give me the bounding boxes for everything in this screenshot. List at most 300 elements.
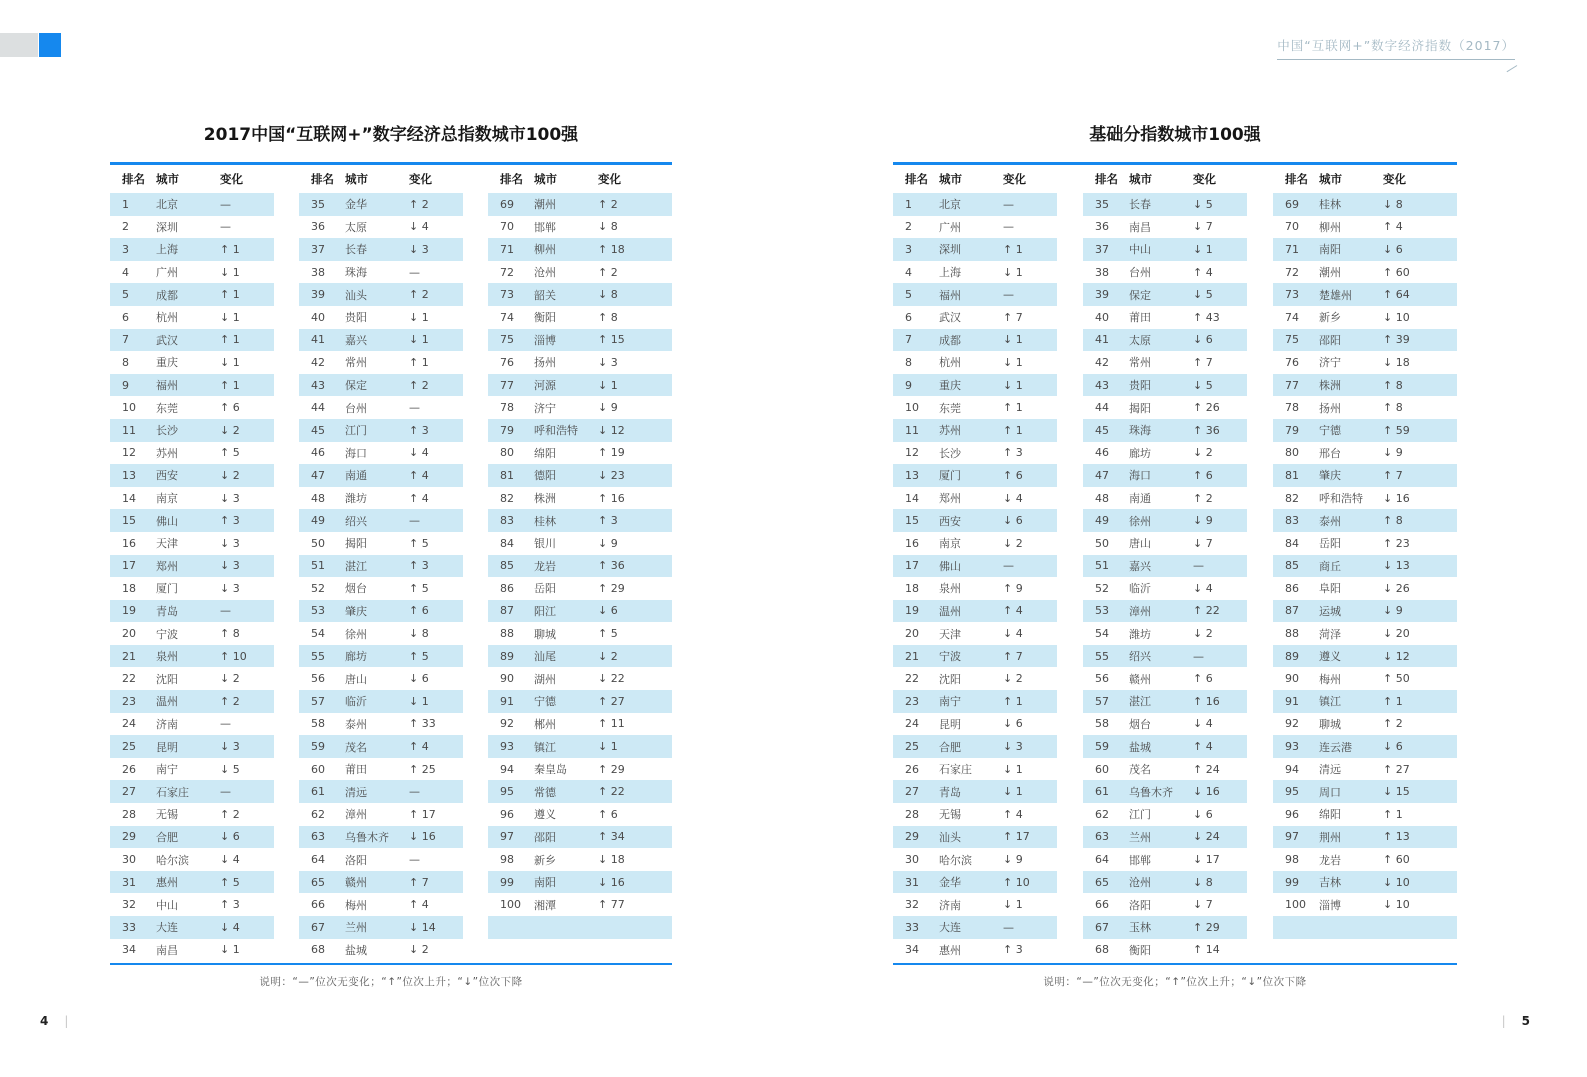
city-cell: 盐城 [345, 943, 367, 957]
table-row [1083, 826, 1247, 849]
base-index-table [893, 124, 1457, 989]
change-cell: — [1193, 649, 1204, 663]
table-row [110, 690, 274, 713]
change-cell: ↑ 3 [1003, 446, 1023, 460]
rank-cell: 57 [311, 694, 325, 708]
table-row [1273, 780, 1457, 803]
city-cell: 杭州 [156, 311, 178, 325]
change-cell: ↓ 1 [409, 694, 429, 708]
city-cell: 泰州 [345, 717, 367, 731]
change-cell: ↓ 3 [409, 242, 429, 256]
table-row [299, 261, 463, 284]
table-row [488, 464, 672, 487]
rank-cell: 80 [1285, 446, 1299, 460]
change-cell: ↑ 19 [598, 446, 625, 460]
rank-cell: 97 [500, 830, 514, 844]
rank-cell: 21 [905, 649, 919, 663]
change-cell: ↑ 10 [220, 649, 247, 663]
change-cell: ↓ 9 [1383, 604, 1403, 618]
city-cell: 汕头 [939, 830, 961, 844]
city-cell: 南京 [939, 537, 961, 551]
change-cell: ↓ 5 [1193, 378, 1213, 392]
city-cell: 东莞 [939, 401, 961, 415]
rank-cell: 40 [1095, 310, 1109, 324]
table-row [1083, 803, 1247, 826]
table-row [488, 622, 672, 645]
change-cell: ↑ 2 [1383, 717, 1403, 731]
rank-cell: 100 [500, 898, 521, 912]
table-row [110, 351, 274, 374]
city-cell: 惠州 [156, 876, 178, 890]
change-cell: ↑ 4 [409, 491, 429, 505]
page-number-divider: | [64, 1014, 69, 1028]
rank-cell: 80 [500, 446, 514, 460]
rank-cell: 52 [1095, 581, 1109, 595]
city-cell: 徐州 [1129, 514, 1151, 528]
rank-cell: 100 [1285, 898, 1306, 912]
table-row [488, 306, 672, 329]
change-cell: ↓ 3 [1003, 740, 1023, 754]
change-cell: ↑ 5 [598, 627, 618, 641]
city-cell: 佛山 [939, 559, 961, 573]
rank-cell: 82 [500, 491, 514, 505]
table-row [1273, 442, 1457, 465]
rank-cell: 73 [1285, 288, 1299, 302]
city-cell: 西安 [939, 514, 961, 528]
table-row [893, 487, 1057, 510]
city-cell: 衡阳 [534, 311, 556, 325]
rank-cell: 89 [500, 649, 514, 663]
rank-cell: 44 [311, 401, 325, 415]
column-header: 变化 [1003, 172, 1026, 186]
rank-cell: 1 [122, 197, 129, 211]
city-cell: 茂名 [345, 740, 367, 754]
city-cell: 银川 [534, 537, 556, 551]
rank-cell: 92 [1285, 717, 1299, 731]
city-cell: 济宁 [1319, 356, 1341, 370]
table-row [1083, 600, 1247, 623]
rank-cell: 85 [1285, 559, 1299, 573]
change-cell: — [220, 785, 231, 799]
city-cell: 龙岩 [1319, 853, 1341, 867]
table-row [1083, 555, 1247, 578]
rank-cell: 9 [905, 378, 912, 392]
table-row [1083, 848, 1247, 871]
rank-cell: 4 [905, 265, 912, 279]
rank-cell: 29 [122, 830, 136, 844]
city-cell: 珠海 [1129, 424, 1151, 438]
column-header: 排名 [500, 172, 523, 186]
city-cell: 绍兴 [1129, 650, 1151, 664]
change-cell: ↓ 7 [1193, 536, 1213, 550]
city-cell: 太原 [345, 220, 367, 234]
rank-cell: 54 [311, 627, 325, 641]
city-cell: 常州 [1129, 356, 1151, 370]
change-cell: ↑ 1 [220, 378, 240, 392]
change-cell: ↑ 6 [598, 807, 618, 821]
city-cell: 昆明 [939, 717, 961, 731]
rank-cell: 41 [1095, 333, 1109, 347]
change-cell: ↓ 3 [220, 559, 240, 573]
table-row [299, 622, 463, 645]
table-row [110, 848, 274, 871]
rank-cell: 93 [500, 740, 514, 754]
city-cell: 周口 [1319, 785, 1341, 799]
change-cell: ↑ 1 [220, 288, 240, 302]
table-row [1273, 826, 1457, 849]
table-row [488, 193, 672, 216]
table-row [1273, 396, 1457, 419]
change-cell: ↓ 1 [1003, 333, 1023, 347]
table-row [893, 758, 1057, 781]
table-row [893, 916, 1057, 939]
rank-cell: 99 [1285, 875, 1299, 889]
table-row [299, 667, 463, 690]
table-row [1273, 419, 1457, 442]
change-cell: ↑ 3 [409, 423, 429, 437]
table-body [893, 162, 1457, 965]
city-cell: 湛江 [345, 559, 367, 573]
change-cell: ↑ 4 [1193, 265, 1213, 279]
city-cell: 遵义 [534, 808, 556, 822]
city-cell: 济宁 [534, 401, 556, 415]
city-cell: 岳阳 [1319, 537, 1341, 551]
city-cell: 台州 [345, 401, 367, 415]
table-header-row [1273, 165, 1457, 193]
table-title: 2017中国“互联网+”数字经济总指数城市100强 [203, 125, 579, 145]
table-row [1083, 758, 1247, 781]
rank-cell: 18 [905, 581, 919, 595]
table-row [488, 848, 672, 871]
city-cell: 沈阳 [156, 672, 178, 686]
city-cell: 苏州 [156, 446, 178, 460]
city-cell: 广州 [156, 266, 178, 280]
rank-cell: 53 [1095, 604, 1109, 618]
column-header: 城市 [1129, 172, 1152, 186]
change-cell: ↓ 18 [1383, 355, 1410, 369]
change-cell: ↓ 4 [1003, 627, 1023, 641]
change-cell: ↑ 25 [409, 762, 436, 776]
city-cell: 临沂 [1129, 582, 1151, 596]
rank-cell: 76 [1285, 355, 1299, 369]
change-cell: ↑ 2 [409, 197, 429, 211]
change-cell: ↑ 8 [220, 627, 240, 641]
change-cell: ↓ 9 [598, 401, 618, 415]
city-cell: 揭阳 [345, 537, 367, 551]
change-cell: ↓ 20 [1383, 627, 1410, 641]
rank-cell: 19 [122, 604, 136, 618]
table-row [893, 826, 1057, 849]
table-row [488, 645, 672, 668]
rank-cell: 35 [311, 197, 325, 211]
city-cell: 成都 [939, 333, 961, 347]
city-cell: 嘉兴 [345, 333, 367, 347]
table-row [299, 306, 463, 329]
rank-cell: 46 [1095, 446, 1109, 460]
city-cell: 昆明 [156, 740, 178, 754]
change-cell: ↓ 3 [220, 491, 240, 505]
page-number-left-value: 4 [40, 1014, 49, 1028]
change-cell: — [1003, 197, 1014, 211]
city-cell: 吉林 [1319, 876, 1341, 890]
change-cell: ↓ 18 [598, 853, 625, 867]
change-cell: ↑ 9 [1003, 581, 1023, 595]
rank-cell: 91 [500, 694, 514, 708]
table-row [488, 442, 672, 465]
rank-cell: 56 [311, 672, 325, 686]
change-cell: ↑ 10 [1003, 875, 1030, 889]
city-cell: 扬州 [534, 356, 556, 370]
rank-cell: 13 [122, 468, 136, 482]
city-cell: 常州 [345, 356, 367, 370]
rank-cell: 88 [500, 627, 514, 641]
change-cell: ↓ 6 [1193, 333, 1213, 347]
city-cell: 佛山 [156, 514, 178, 528]
change-cell: ↓ 22 [598, 672, 625, 686]
table-row [110, 419, 274, 442]
table-row [488, 780, 672, 803]
table-row [1083, 735, 1247, 758]
rank-cell: 47 [1095, 468, 1109, 482]
change-cell: ↑ 18 [598, 242, 625, 256]
table-row [1273, 464, 1457, 487]
page-number-left [40, 1014, 68, 1028]
city-cell: 莆田 [1129, 311, 1151, 325]
table-row [1083, 216, 1247, 239]
table-row [299, 939, 463, 962]
city-cell: 邵阳 [534, 830, 556, 844]
change-cell: ↓ 8 [409, 627, 429, 641]
city-cell: 宁德 [534, 695, 556, 709]
column-header: 变化 [1383, 172, 1406, 186]
change-cell: ↑ 7 [1003, 649, 1023, 663]
change-cell: ↑ 6 [409, 604, 429, 618]
rank-cell: 9 [122, 378, 129, 392]
change-cell: ↑ 16 [1193, 694, 1220, 708]
change-cell: ↑ 3 [220, 898, 240, 912]
table-row [299, 351, 463, 374]
table-row [488, 396, 672, 419]
table-row [893, 939, 1057, 962]
table-row [1273, 487, 1457, 510]
city-cell: 揭阳 [1129, 401, 1151, 415]
rank-cell: 77 [500, 378, 514, 392]
change-cell: ↑ 60 [1383, 853, 1410, 867]
table-row [1273, 690, 1457, 713]
change-cell: ↓ 1 [220, 310, 240, 324]
table-row [1273, 600, 1457, 623]
table-row [893, 690, 1057, 713]
rank-cell: 50 [1095, 536, 1109, 550]
city-cell: 湛江 [1129, 695, 1151, 709]
rank-cell: 15 [905, 514, 919, 528]
table-row [1083, 283, 1247, 306]
city-cell: 桂林 [534, 514, 556, 528]
table-row [1273, 193, 1457, 216]
table-row [110, 939, 274, 962]
column-header: 变化 [409, 172, 432, 186]
table-body [110, 162, 672, 965]
change-cell: ↑ 1 [1383, 694, 1403, 708]
table-row [1273, 555, 1457, 578]
city-cell: 泰州 [1319, 514, 1341, 528]
rank-cell: 78 [1285, 401, 1299, 415]
city-cell: 肇庆 [345, 604, 367, 618]
city-cell: 桂林 [1319, 198, 1341, 212]
change-cell: ↓ 5 [1193, 288, 1213, 302]
change-cell: ↑ 3 [220, 514, 240, 528]
city-cell: 德阳 [534, 469, 556, 483]
change-cell: ↓ 10 [1383, 310, 1410, 324]
city-cell: 淄博 [1319, 898, 1341, 912]
table-row [893, 713, 1057, 736]
rank-cell: 8 [122, 355, 129, 369]
table-title: 基础分指数城市100强 [1089, 125, 1261, 145]
city-cell: 宁波 [939, 650, 961, 664]
change-cell: — [1003, 220, 1014, 234]
rank-cell: 59 [1095, 740, 1109, 754]
city-cell: 温州 [156, 695, 178, 709]
change-cell: ↑ 1 [409, 355, 429, 369]
change-cell: ↑ 36 [1193, 423, 1220, 437]
column-header: 排名 [1285, 172, 1308, 186]
table-row [488, 577, 672, 600]
table-row [299, 283, 463, 306]
rank-cell: 89 [1285, 649, 1299, 663]
change-cell: ↑ 34 [598, 830, 625, 844]
rank-cell: 1 [905, 197, 912, 211]
rank-cell: 36 [1095, 220, 1109, 234]
change-cell: ↑ 14 [1193, 943, 1220, 957]
rank-cell: 2 [122, 220, 129, 234]
change-cell: ↓ 1 [409, 310, 429, 324]
rank-cell: 95 [1285, 785, 1299, 799]
city-cell: 南昌 [1129, 220, 1151, 234]
table-row [893, 464, 1057, 487]
city-cell: 天津 [939, 627, 961, 641]
change-cell: ↑ 16 [598, 491, 625, 505]
table-header-row [1083, 165, 1247, 193]
change-cell: ↑ 5 [220, 446, 240, 460]
table-row [488, 216, 672, 239]
city-cell: 阜阳 [1319, 582, 1341, 596]
change-cell: ↓ 2 [1003, 672, 1023, 686]
rank-cell: 96 [500, 807, 514, 821]
rank-cell: 11 [905, 423, 919, 437]
change-cell: ↓ 10 [1383, 875, 1410, 889]
change-cell: ↓ 16 [409, 830, 436, 844]
rank-cell: 3 [122, 242, 129, 256]
change-cell: ↑ 2 [220, 694, 240, 708]
rank-cell: 66 [1095, 898, 1109, 912]
change-cell: ↑ 33 [409, 717, 436, 731]
city-cell: 唐山 [1129, 537, 1151, 551]
change-cell: ↓ 23 [598, 468, 625, 482]
city-cell: 聊城 [534, 627, 556, 641]
table-row [299, 487, 463, 510]
rank-cell: 4 [122, 265, 129, 279]
city-cell: 镇江 [1319, 695, 1341, 709]
city-cell: 海口 [345, 446, 367, 460]
table-row [1083, 893, 1247, 916]
table-row [893, 735, 1057, 758]
city-cell: 中山 [1129, 243, 1151, 257]
city-cell: 重庆 [156, 356, 178, 370]
table-row [893, 780, 1057, 803]
city-cell: 汕尾 [534, 650, 556, 664]
city-cell: 惠州 [939, 943, 961, 957]
city-cell: 漳州 [345, 808, 367, 822]
rank-cell: 24 [122, 717, 136, 731]
city-cell: 沈阳 [939, 672, 961, 686]
city-cell: 楚雄州 [1319, 288, 1352, 302]
table-row [1083, 306, 1247, 329]
city-cell: 扬州 [1319, 401, 1341, 415]
city-cell: 温州 [939, 604, 961, 618]
rank-cell: 12 [905, 446, 919, 460]
rank-cell: 81 [1285, 468, 1299, 482]
rank-cell: 45 [1095, 423, 1109, 437]
rank-cell: 17 [905, 559, 919, 573]
rank-cell: 69 [500, 197, 514, 211]
change-cell: ↓ 2 [220, 423, 240, 437]
city-cell: 海口 [1129, 469, 1151, 483]
city-cell: 兰州 [1129, 830, 1151, 844]
rank-cell: 98 [1285, 853, 1299, 867]
city-cell: 清远 [1319, 763, 1341, 777]
city-cell: 江门 [1129, 808, 1151, 822]
change-cell: ↓ 1 [598, 740, 618, 754]
table-row [488, 690, 672, 713]
table-row [110, 238, 274, 261]
rank-cell: 58 [311, 717, 325, 731]
rank-cell: 71 [1285, 242, 1299, 256]
change-cell: — [409, 401, 420, 415]
change-cell: ↓ 24 [1193, 830, 1220, 844]
rank-cell: 57 [1095, 694, 1109, 708]
change-cell: ↑ 43 [1193, 310, 1220, 324]
table-row [110, 916, 274, 939]
table-header-row [893, 165, 1057, 193]
city-cell: 重庆 [939, 379, 961, 393]
city-cell: 哈尔滨 [156, 853, 189, 867]
city-cell: 绵阳 [1319, 808, 1341, 822]
change-cell: — [409, 265, 420, 279]
city-cell: 无锡 [939, 808, 961, 822]
city-cell: 北京 [156, 198, 178, 212]
city-cell: 青岛 [939, 785, 961, 799]
change-cell: ↓ 16 [598, 875, 625, 889]
city-cell: 梅州 [345, 898, 367, 912]
city-cell: 柳州 [534, 243, 556, 257]
table-row [893, 622, 1057, 645]
city-cell: 宁德 [1319, 424, 1341, 438]
change-cell: ↑ 6 [220, 401, 240, 415]
change-cell: ↓ 1 [220, 943, 240, 957]
table-row [1273, 893, 1457, 916]
city-cell: 大连 [156, 921, 178, 935]
change-cell: — [1003, 920, 1014, 934]
table-row [488, 487, 672, 510]
city-cell: 河源 [534, 379, 556, 393]
rank-cell: 37 [1095, 242, 1109, 256]
rank-cell: 74 [500, 310, 514, 324]
city-cell: 商丘 [1319, 559, 1341, 573]
change-cell: ↑ 8 [1383, 514, 1403, 528]
city-cell: 南通 [345, 469, 367, 483]
table-row [299, 509, 463, 532]
rank-cell: 35 [1095, 197, 1109, 211]
